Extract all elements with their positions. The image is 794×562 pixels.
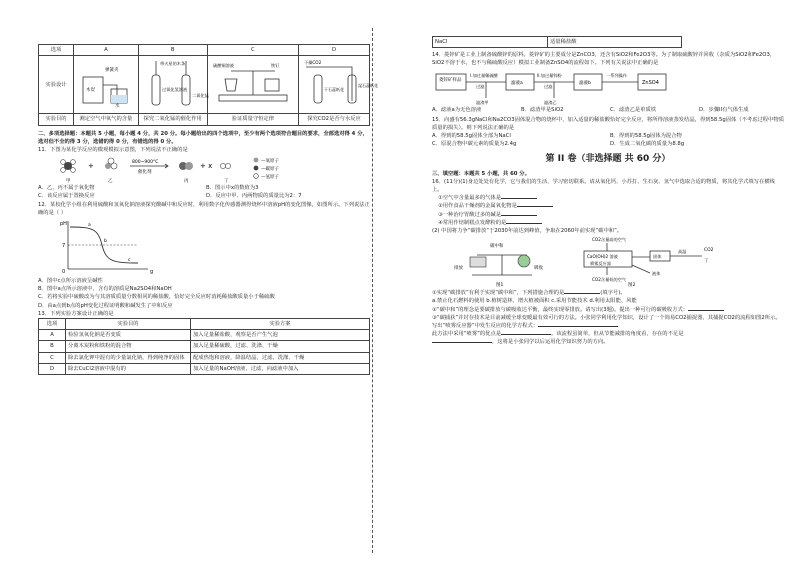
svg-text:甲: 甲: [66, 179, 71, 185]
q11-options-row-1: [38, 184, 370, 192]
svg-text:一系列操作: 一系列操作: [606, 72, 627, 78]
table-header: 选项: [39, 45, 74, 56]
svg-text:铁钉: 铁钉: [270, 63, 280, 69]
svg-text:丁: 丁: [704, 259, 709, 265]
svg-text:硫酸铜溶液: 硫酸铜溶液: [212, 63, 234, 69]
svg-text:湿石蕊纸花: 湿石蕊纸花: [358, 83, 379, 89]
q13-table: [38, 318, 370, 375]
svg-text:7: 7: [62, 243, 66, 250]
table-header: A: [74, 45, 139, 56]
row-label: 实验目的: [39, 114, 74, 125]
svg-text:干石蕊纸花: 干石蕊纸花: [324, 87, 345, 93]
q16-stem: 16．(11分)(1)身边处处有化学，它与我们的生活、学习密切联系。请从氧化钙、小苏打、生石灰、氢气中选取合适的物质，将其化学式填写在横线上。: [432, 178, 775, 193]
svg-text:液体: 液体: [652, 271, 661, 277]
svg-text:过滤: 过滤: [476, 83, 485, 89]
svg-text:喷雾反应器: 喷雾反应器: [590, 261, 611, 267]
table-header: 选项: [39, 319, 66, 330]
svg-text:过滤: 过滤: [544, 83, 553, 89]
svg-text:pH: pH: [60, 221, 67, 228]
svg-text:水: 水: [114, 104, 120, 110]
svg-text:图1: 图1: [496, 283, 504, 289]
q15-stem: 15．向盛有56.3gNaCl和Na2CO3固体混合物的烧杯中，加入适量的稀盐酸恰好完全反应，将所得溶液蒸发结晶，得到58.5g固体（不考虑过程中物质质量的损失）。则下列说法正确的是: [432, 116, 784, 132]
table-row: A 检验氢氧化钠是否变质 加入足量稀盐酸，观察是否产生气泡: [39, 330, 370, 341]
table-row: [39, 45, 370, 56]
q15-options-row-1: [432, 132, 784, 140]
answer-blank[interactable]: [538, 322, 618, 327]
table-header: C: [207, 45, 298, 56]
option-d[interactable]: D．由a点到b点的pH变化过程证明酸和碱发生了中和反应: [38, 302, 173, 309]
section-3-heading: 三、填空题：本题共 5 小题，共 60 分。: [432, 170, 530, 177]
svg-text:CO2含量高的空气: CO2含量高的空气: [592, 237, 627, 243]
q15-options-row-2: [432, 140, 784, 148]
table-row: [39, 114, 370, 125]
q16-item-4: ④常用作焙制糕点发酵粉的是: [432, 219, 784, 227]
left-column: [38, 0, 379, 562]
svg-text:—氢原子: —氢原子: [261, 175, 279, 181]
svg-text:菱锌矿样品: 菱锌矿样品: [439, 77, 462, 83]
svg-text:g: g: [150, 269, 154, 276]
option-c[interactable]: C．该反应属于置换反应: [38, 193, 95, 200]
option-b[interactable]: B．图示中x的数值为3: [206, 185, 259, 192]
svg-text:过氧化氢溶液: 过氧化氢溶液: [161, 87, 187, 93]
q14-flow-diagram: [432, 68, 784, 106]
answer-blank[interactable]: [564, 289, 600, 294]
q14-stem: 14．菱锌矿是工业上制备硫酸锌的原料。菱锌矿的主要成分是ZnCO3，还含有SiO2和Fe2O3等。为了制取硫酸锌并回收（杂质为SiO2和Fe2O3，SiO2不溶于水，也不与稀硫酸反应）模拟工业制备ZnSO4的流程如下。下列有关说法中正确的是: [432, 52, 776, 67]
q14-options: [432, 106, 784, 114]
svg-text:木炭: 木炭: [85, 88, 95, 94]
answer-blank[interactable]: [517, 202, 553, 207]
binding-line: [372, 28, 373, 553]
option-c[interactable]: C．滤渣乙是单质铁: [610, 106, 657, 113]
svg-text:II.加过量锌粉: II.加过量锌粉: [537, 72, 562, 78]
svg-text:固体: 固体: [653, 254, 662, 260]
svg-text:二氧化锰: 二氧化锰: [191, 93, 209, 99]
table-cell: 探究二氧化锰的催化作用: [138, 114, 207, 125]
svg-text:CaO(OH)2 溶液: CaO(OH)2 溶液: [587, 254, 618, 260]
svg-text:高温: 高温: [678, 249, 687, 255]
option-a[interactable]: A．得到的58.5g固体全部为NaCl: [432, 133, 511, 140]
option-a[interactable]: A．图中c点所示溶液呈碱性: [38, 278, 103, 285]
option-a[interactable]: A．滤液a为无色溶液: [432, 106, 482, 113]
answer-blank[interactable]: [688, 306, 724, 311]
q12-stem: 12．某校化学小组在利用硫酸和氢氧化钠溶液探究酸碱中和反应时，利用数字化传感器测得烧杯中溶液pH的变化图像，如图所示。下列说法正确的是（ ）: [38, 201, 370, 216]
q16-sub-2: (2) 中国将力争“碳排放”于2030年前达到峰值，争取在2060年前实现“碳中和”。: [432, 227, 623, 234]
svg-text:b: b: [104, 239, 107, 245]
svg-text:滤渣乙: 滤渣乙: [544, 99, 557, 105]
table-row: NaCl 适量稀盐酸: [433, 37, 682, 48]
illustration-a: [74, 56, 139, 114]
option-a[interactable]: A．乙、丙不属于氧化物: [38, 185, 95, 192]
illustration-c: [207, 56, 298, 114]
option-c[interactable]: C．若将实验中硫酸改为与其溶质质量分数相同的稀盐酸，恰好完全反应时消耗稀盐酸质量小于稀硫酸: [38, 294, 275, 301]
table-header: B: [138, 45, 207, 56]
q11-stem: 11．下图为某化学反应的微观模拟示意图，下列说法不正确的是: [38, 147, 188, 154]
table-header: 实验目的: [66, 319, 191, 330]
answer-blank[interactable]: [501, 211, 537, 216]
svg-text:+ x: + x: [200, 162, 213, 171]
answer-blank[interactable]: [432, 338, 492, 343]
q16-part-e: 此方法中采用“喷雾”的优点是 。该流程虽简单，但从节能减排的角度看，存在的不足是: [432, 331, 684, 338]
experiment-table: [38, 44, 379, 126]
q16-part-c: ③“碳捕获”并封存技术是目前减缓全球变暖最有效可行的方法。小张同学利用化学知识，设计了一个简易CO2捕捉器，其捕捉CO2的流程如图2所示。: [432, 314, 781, 321]
table-row: C 除去氯化钾中混有的少量氯化钠，得到纯净的固体 配成热饱和溶液，降温结晶，过滤、洗涤、干燥: [39, 352, 370, 363]
q12-ph-graph: [38, 217, 370, 277]
svg-text:CO2: CO2: [704, 248, 714, 254]
q11-options-row-2: [38, 192, 370, 200]
svg-text:—氧原子: —氧原子: [261, 159, 279, 165]
table-row: [39, 56, 370, 114]
option-d[interactable]: D．反应中甲、丙两物质的质量比为2：7: [206, 193, 302, 200]
svg-text:+: +: [88, 162, 94, 171]
answer-blank[interactable]: [506, 219, 542, 224]
table-cell: 验证质量守恒定律: [207, 114, 298, 125]
q16-part-d: 写出“喷雾反应器”中发生反应的化学方程式：: [432, 322, 784, 330]
table-row: [39, 319, 370, 330]
option-b[interactable]: B．滤渣甲是SiO2: [521, 106, 564, 113]
q11-reaction-diagram: [38, 154, 370, 184]
q16-item-3: ③一种治疗胃酸过多的碱是: [432, 211, 784, 219]
q16-item-2: ②用作食品干燥剂的金属氧化物是: [432, 202, 784, 210]
svg-text:a: a: [88, 223, 91, 229]
answer-blank[interactable]: [501, 194, 537, 199]
option-b[interactable]: B．图中a点所示溶液中，含有的溶质是Na2SO4和NaOH: [38, 286, 172, 293]
svg-text:CO2含量低的空气: CO2含量低的空气: [592, 277, 627, 283]
svg-text:带火星的木条: 带火星的木条: [159, 61, 185, 67]
svg-text:滤液b: 滤液b: [579, 80, 591, 86]
table-header: D: [299, 45, 370, 56]
table-cell: 探究CO2是否与水反应: [299, 114, 370, 125]
svg-text:滤液a: 滤液a: [511, 80, 523, 86]
svg-text:滤渣甲: 滤渣甲: [476, 99, 489, 105]
svg-text:弹簧夹: 弹簧夹: [104, 68, 119, 74]
table-cell: 测定空气中氧气的含量: [74, 114, 139, 125]
table-row: B 分离木炭粉和铁粉的混合物 加入足量稀硫酸，过滤、洗涤、干燥: [39, 341, 370, 352]
table-row: D 除去CuCl2溶液中混有的 加入足量的NaOH溶液，过滤，向滤液中加入: [39, 363, 370, 374]
svg-text:排放: 排放: [454, 266, 463, 272]
svg-text:I.加过量稀硫酸: I.加过量稀硫酸: [470, 72, 498, 78]
svg-text:吸收: 吸收: [534, 266, 543, 272]
q16-part-a: ①实现“碳排放”有利于实现“碳中和”，下列措施合理的是 (填字号)。: [432, 290, 626, 297]
svg-text:0: 0: [62, 269, 66, 276]
option-c[interactable]: C．原混合物中碳元素的质量为2.4g: [432, 141, 517, 148]
q13-table-continued: [432, 36, 682, 48]
option-d[interactable]: D．生成二氧化碳的质量为8.8g: [610, 141, 685, 148]
svg-text:ZnSO4: ZnSO4: [642, 79, 659, 86]
svg-text:c: c: [128, 258, 131, 264]
svg-text:乙: 乙: [108, 179, 113, 185]
q13-stem: 13．下列实验方案设计正确的是: [38, 310, 114, 317]
svg-text:—碳原子: —碳原子: [261, 167, 279, 173]
q16-item-1: ①空气中含量最多的气体是: [432, 194, 784, 202]
part-2-title: 第 II 卷（非选择题 共 60 分）: [545, 153, 671, 164]
q16-part-b: ②“碳中和”的理念是要碳排放与碳吸收达平衡，最终实现零排放。请写出(3题)。提出一种可行的碳吸收方式：: [432, 306, 784, 314]
q16-part-g: ，这将是小张同学以后运用化学知识努力的方向。: [432, 338, 784, 346]
option-b[interactable]: B．得到的58.5g固体为混合物: [610, 133, 682, 140]
q16-choices: a.禁止化石燃料的使用 b.植树造林，增大植被面积 c.采用节能技术 d.利用太阳能、风能: [432, 298, 637, 305]
svg-text:丁: 丁: [224, 179, 229, 185]
illustration-b: [138, 56, 207, 114]
table-header: 实验方案: [191, 319, 370, 330]
svg-text:图2: 图2: [628, 283, 636, 289]
svg-text:催化剂: 催化剂: [138, 170, 152, 176]
row-label: 实验设计: [39, 56, 74, 114]
svg-text:干燥CO2: 干燥CO2: [304, 60, 322, 66]
section-2-heading: 二、多项选择题：本题共 5 小题，每小题 4 分，共 20 分。每小题给出的四个选项中，至少有两个选项符合题目的要求，全部选对得 4 分，选对但不全的得 3 分，选错的得 0 分，有错选的得 0 分。: [38, 130, 368, 145]
right-column: [432, 0, 784, 562]
svg-text:碳中和: 碳中和: [490, 244, 504, 250]
svg-text:丙: 丙: [184, 179, 189, 185]
illustration-d: [299, 56, 379, 114]
q16-figures: [432, 235, 784, 289]
option-d[interactable]: D．步骤II有气体生成: [699, 106, 749, 113]
answer-blank[interactable]: [501, 330, 551, 335]
svg-text:800~900°C: 800~900°C: [132, 160, 159, 166]
